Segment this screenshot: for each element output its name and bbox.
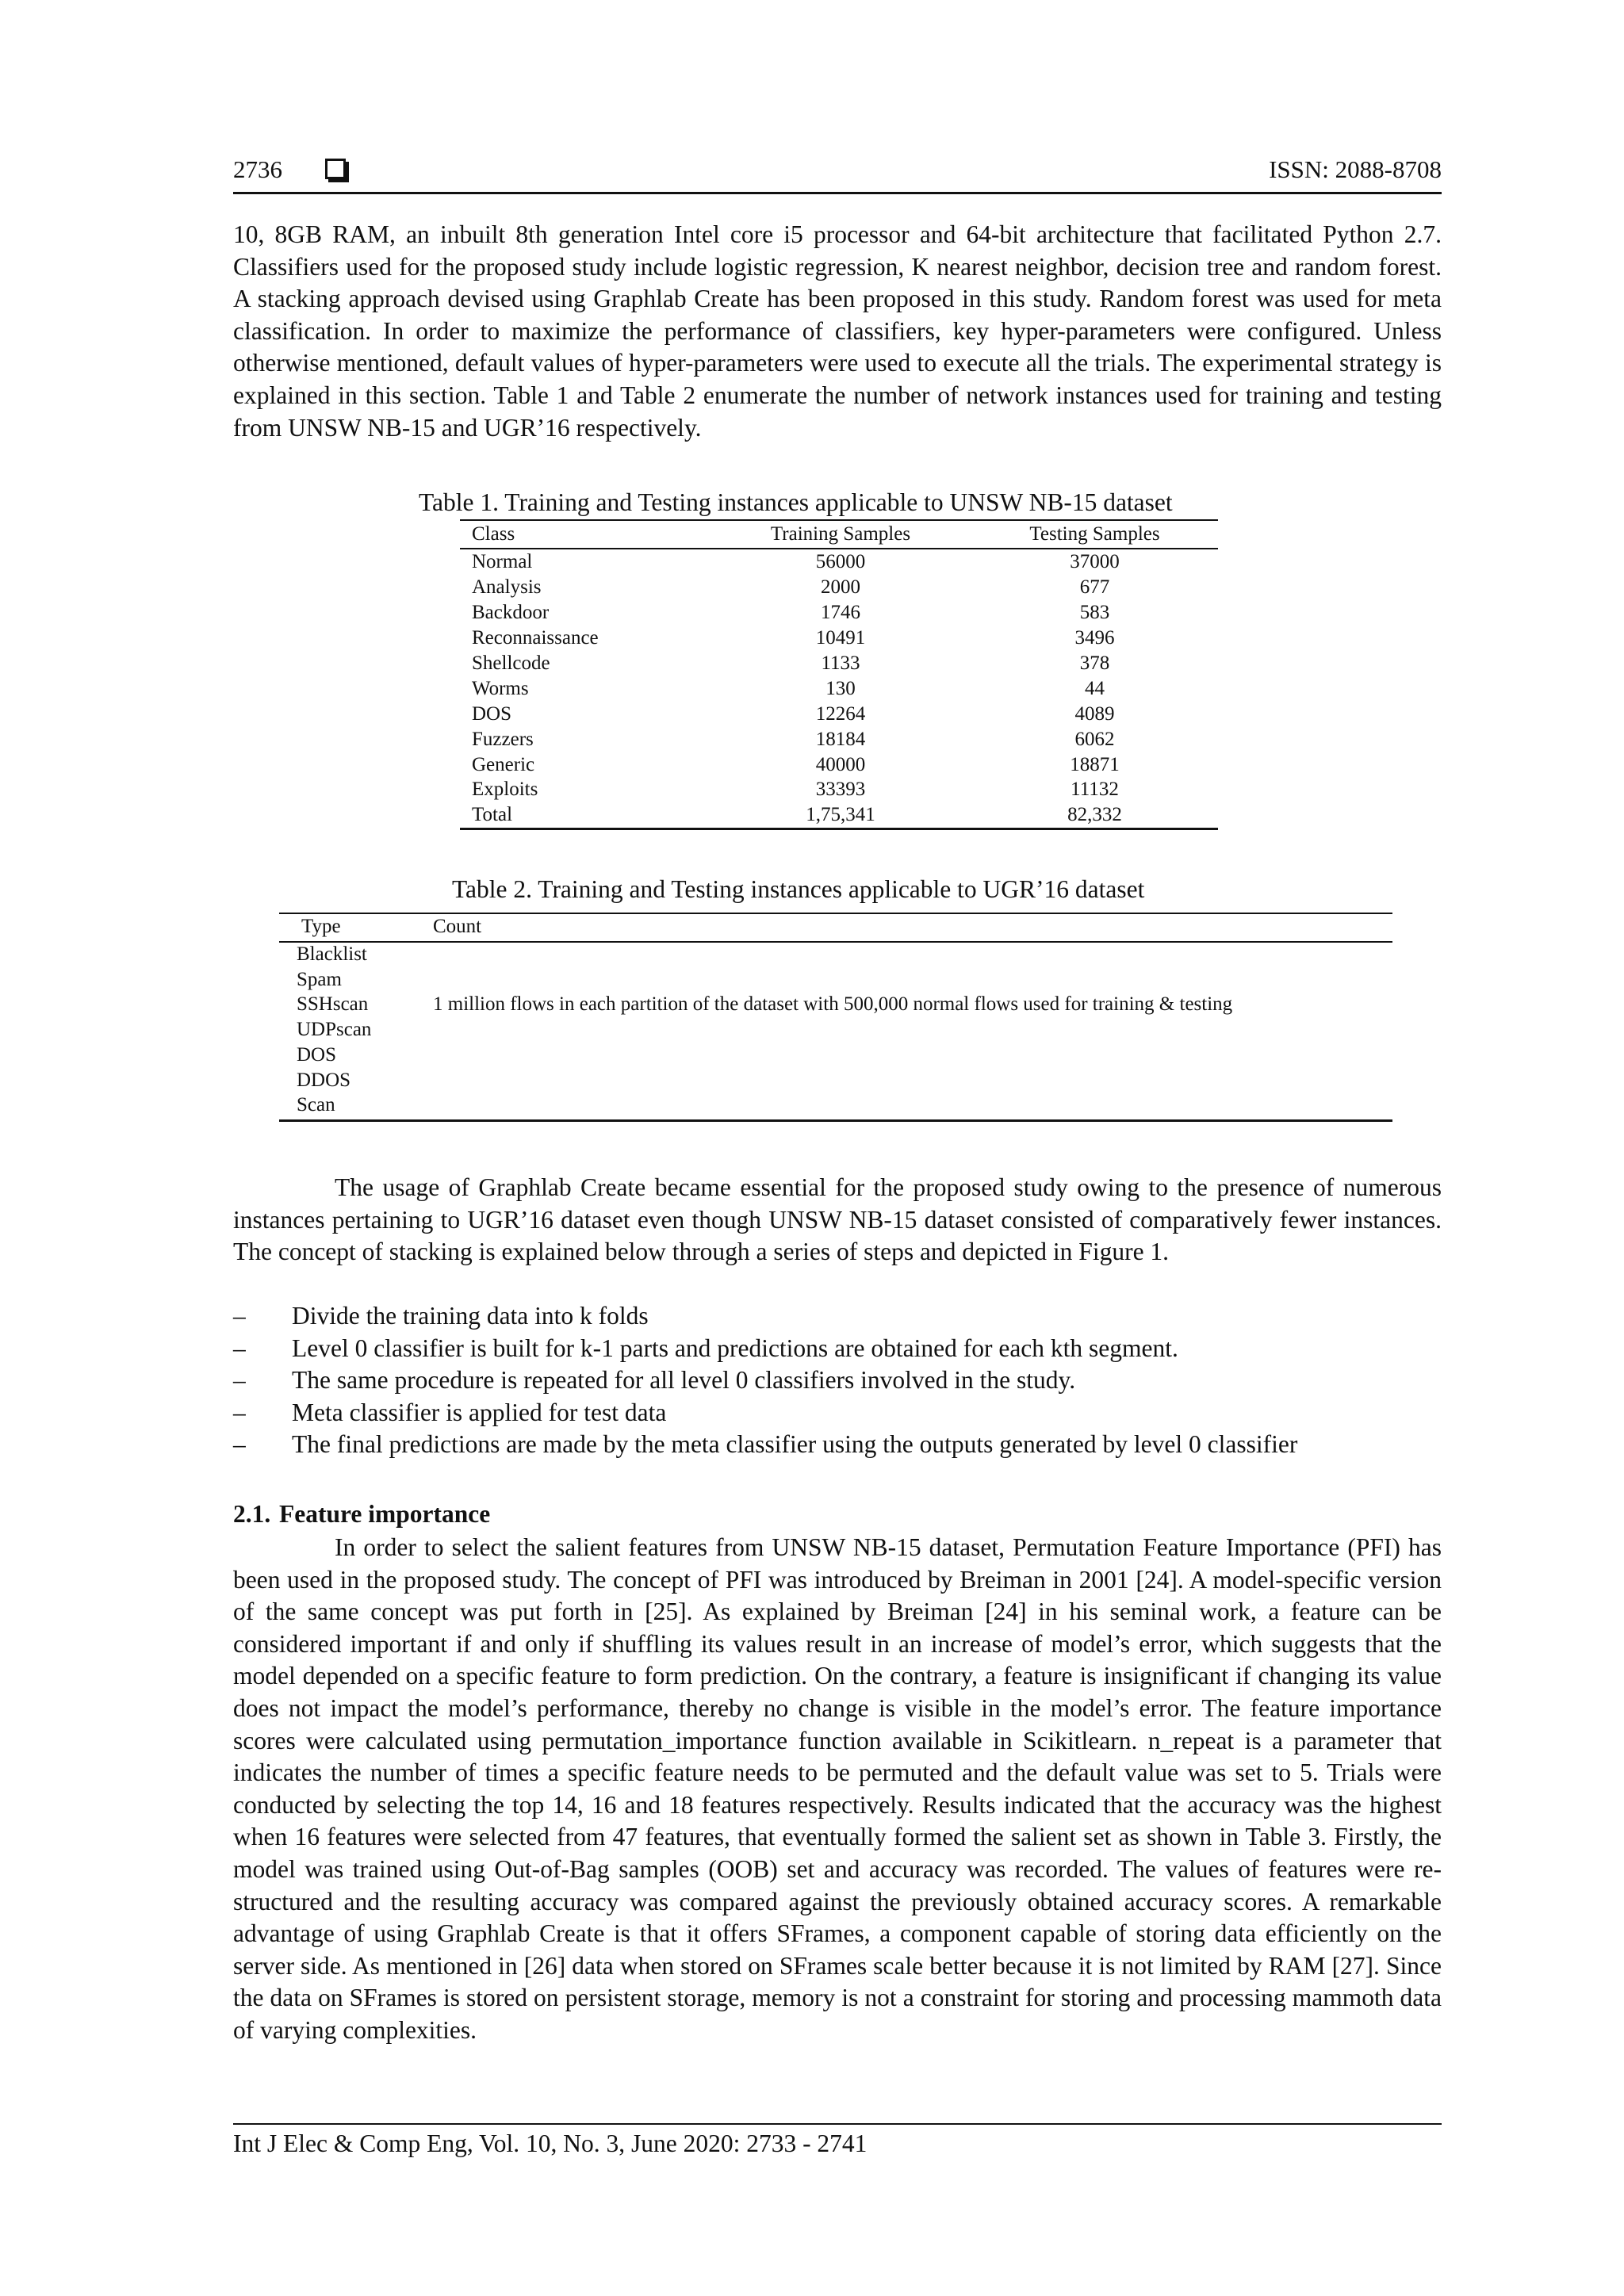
section-number: 2.1. xyxy=(233,1500,271,1528)
table1-cell-training: 10491 xyxy=(815,627,866,649)
list-item xyxy=(233,1333,1442,1365)
table1-cell-class: Worms xyxy=(472,677,529,699)
table1-cell-testing: 378 xyxy=(1079,652,1110,674)
page-number: 2736 xyxy=(233,155,282,183)
table1-cell-testing: 4089 xyxy=(1074,702,1115,725)
table1-total-row xyxy=(460,802,1218,828)
table1-cell-testing: 677 xyxy=(1079,576,1110,599)
table2-header-rule xyxy=(279,941,1392,943)
table-row xyxy=(460,701,1218,726)
table1-header-training: Training Samples xyxy=(710,520,971,549)
table1-cell-testing: 82,332 xyxy=(971,802,1218,828)
page-footer: Int J Elec & Comp Eng, Vol. 10, No. 3, June 2020: 2733 - 2741 xyxy=(233,2130,868,2157)
intro-paragraph: 10, 8GB RAM, an inbuilt 8th generation Intel core i5 processor and 64-bit architecture that facilitated Python 2.7. Classifiers used for the proposed study include logistic regression, K nearest neighbor, decision tree and random forest. A stacking approach devised using Graphlab Create has been proposed in this study. Random forest was used for meta classification. In order to maximize the performance of classifiers, key hyper-parameters were configured. Unless otherwise mentioned, default values of hyper-parameters were used to execute all the trials. The experimental strategy is explained in this section. Table 1 and Table 2 enumerate the number of network instances used for training and testing from UNSW NB-15 and UGR’16 respectively. xyxy=(233,220,1442,442)
table1-cell-class: Shellcode xyxy=(472,652,550,674)
section-title: Feature importance xyxy=(279,1500,491,1528)
table1-cell-testing: 583 xyxy=(1079,602,1110,624)
table1-cell-training: 40000 xyxy=(815,753,866,775)
table1-cell-testing: 11132 xyxy=(1071,779,1119,801)
page-header xyxy=(233,155,1442,195)
table-row xyxy=(460,651,1218,676)
table1-cell-training: 1746 xyxy=(821,602,860,624)
table-row xyxy=(460,600,1218,626)
table2-count-text: 1 million flows in each partition of the dataset with 500,000 normal flows used for training & testing xyxy=(433,993,1233,1015)
table2-bottom-rule xyxy=(279,1119,1392,1122)
table2-header-count: Count xyxy=(433,916,482,937)
bullet-text: The final predictions are made by the meta classifier using the outputs generated by level 0 classifier xyxy=(292,1430,1298,1459)
section-heading xyxy=(233,1498,490,1530)
table1-caption: Table 1. Training and Testing instances applicable to UNSW NB-15 dataset xyxy=(419,488,1173,516)
table1-cell-class: Fuzzers xyxy=(472,728,534,750)
table1-cell-class: Backdoor xyxy=(472,602,550,624)
table1-cell-training: 18184 xyxy=(815,728,866,750)
stacking-steps-list xyxy=(233,1300,1442,1461)
footer-divider xyxy=(233,2123,1442,2125)
table1-cell-class: DOS xyxy=(472,702,512,725)
table2-caption: Table 2. Training and Testing instances applicable to UGR’16 dataset xyxy=(452,875,1145,903)
stacking-paragraph: The usage of Graphlab Create became essential for the proposed study owing to the presence of numerous instances pertaining to UGR’16 dataset even though UNSW NB-15 dataset consisted of comparatively fewer instances. The concept of stacking is explained below through a series of steps and depicted in Figure 1. xyxy=(233,1173,1442,1266)
header-divider xyxy=(233,192,1442,194)
list-item xyxy=(233,1300,1442,1333)
table1-header-row xyxy=(460,520,1218,549)
table1-cell-training: 56000 xyxy=(815,551,866,573)
table1-cell-testing: 44 xyxy=(1085,677,1105,699)
table1-cell-training: 33393 xyxy=(815,779,866,801)
table1-cell-testing: 18871 xyxy=(1070,753,1120,775)
bullet-text: Level 0 classifier is built for k-1 parts and predictions are obtained for each kth segment. xyxy=(292,1334,1178,1362)
table-row xyxy=(460,777,1218,802)
table1-cell-class: Reconnaissance xyxy=(472,627,599,649)
table-row xyxy=(460,626,1218,651)
dash-bullet-icon: – xyxy=(233,1366,246,1395)
table1-cell-testing: 3496 xyxy=(1074,627,1115,649)
square-bullet-icon xyxy=(325,159,346,179)
table1-cell-class: Exploits xyxy=(472,779,538,801)
list-item: SSHscan xyxy=(297,993,369,1016)
table1-cell-class: Generic xyxy=(472,753,535,775)
list-item: Scan xyxy=(297,1094,335,1116)
table-row xyxy=(460,675,1218,701)
dash-bullet-icon: – xyxy=(233,1334,246,1362)
table1-cell-class: Total xyxy=(460,802,710,828)
table-row xyxy=(460,549,1218,575)
table1 xyxy=(460,519,1218,830)
table1-cell-training: 1133 xyxy=(821,652,860,674)
bullet-text: Meta classifier is applied for test data xyxy=(292,1398,667,1426)
list-item: Spam xyxy=(297,968,342,990)
list-item xyxy=(233,1364,1442,1397)
list-item: DOS xyxy=(297,1043,337,1066)
dash-bullet-icon: – xyxy=(233,1430,246,1459)
table1-header-testing: Testing Samples xyxy=(971,520,1218,549)
dash-bullet-icon: – xyxy=(233,1398,246,1426)
list-item: DDOS xyxy=(297,1069,351,1091)
table-row xyxy=(460,752,1218,777)
feature-importance-paragraph: In order to select the salient features from UNSW NB-15 dataset, Permutation Feature Importance (PFI) has been used in the proposed study. The concept of PFI was introduced by Breiman in 2001 [24]. A model-specific version of the same concept was put forth in [25]. As explained by Breiman [24] in his seminal work, a feature can be considered important if and only if shuffling its values result in an increase of model’s error, which suggests that the model depended on a specific feature to form prediction. On the contrary, a feature is insignificant if changing its value does not impact the model’s performance, thereby no change is visible in the model’s error. The feature importance scores were calculated using permutation_importance function available in Scikitlearn. n_repeat is a parameter that indicates the number of times a specific feature needs to be permuted and the default value was set to 5. Trials were conducted by selecting the top 14, 16 and 18 features respectively. Results indicated that the accuracy was the highest when 16 features were selected from 47 features, that eventually formed the salient set as shown in Table 3. Firstly, the model was trained using Out-of-Bag samples (OOB) set and accuracy was recorded. The values of features were re-structured and the resulting accuracy was compared against the previously obtained accuracy scores. A remarkable advantage of using Graphlab Create is that it offers SFrames, a component capable of storing data efficiently on the server side. As mentioned in [26] data when stored on SFrames scale better because it is not limited by RAM [27]. Since the data on SFrames is stored on persistent storage, memory is not a constraint for storing and processing mammoth data of varying complexities. xyxy=(233,1533,1442,2044)
table1-cell-training: 12264 xyxy=(815,702,866,725)
table2-type-list xyxy=(297,942,371,1118)
list-item xyxy=(233,1397,1442,1429)
table1-cell-training: 1,75,341 xyxy=(710,802,971,828)
list-item: UDPscan xyxy=(297,1019,372,1041)
list-item: Blacklist xyxy=(297,943,367,965)
bullet-text: The same procedure is repeated for all level 0 classifiers involved in the study. xyxy=(292,1366,1076,1395)
table1-header-class: Class xyxy=(460,520,710,549)
table1-cell-training: 130 xyxy=(825,677,856,699)
table-row xyxy=(460,575,1218,600)
list-item xyxy=(233,1429,1442,1461)
table2-header-type: Type xyxy=(301,916,341,937)
table1-cell-class: Analysis xyxy=(472,576,542,599)
dash-bullet-icon: – xyxy=(233,1302,246,1330)
issn-label: ISSN: 2088-8708 xyxy=(1269,155,1442,183)
table1-cell-class: Normal xyxy=(472,551,533,573)
bullet-text: Divide the training data into k folds xyxy=(292,1302,649,1330)
table1-cell-testing: 6062 xyxy=(1074,728,1115,750)
table-row xyxy=(460,726,1218,752)
table1-cell-testing: 37000 xyxy=(1070,551,1120,573)
table1-cell-training: 2000 xyxy=(821,576,860,599)
